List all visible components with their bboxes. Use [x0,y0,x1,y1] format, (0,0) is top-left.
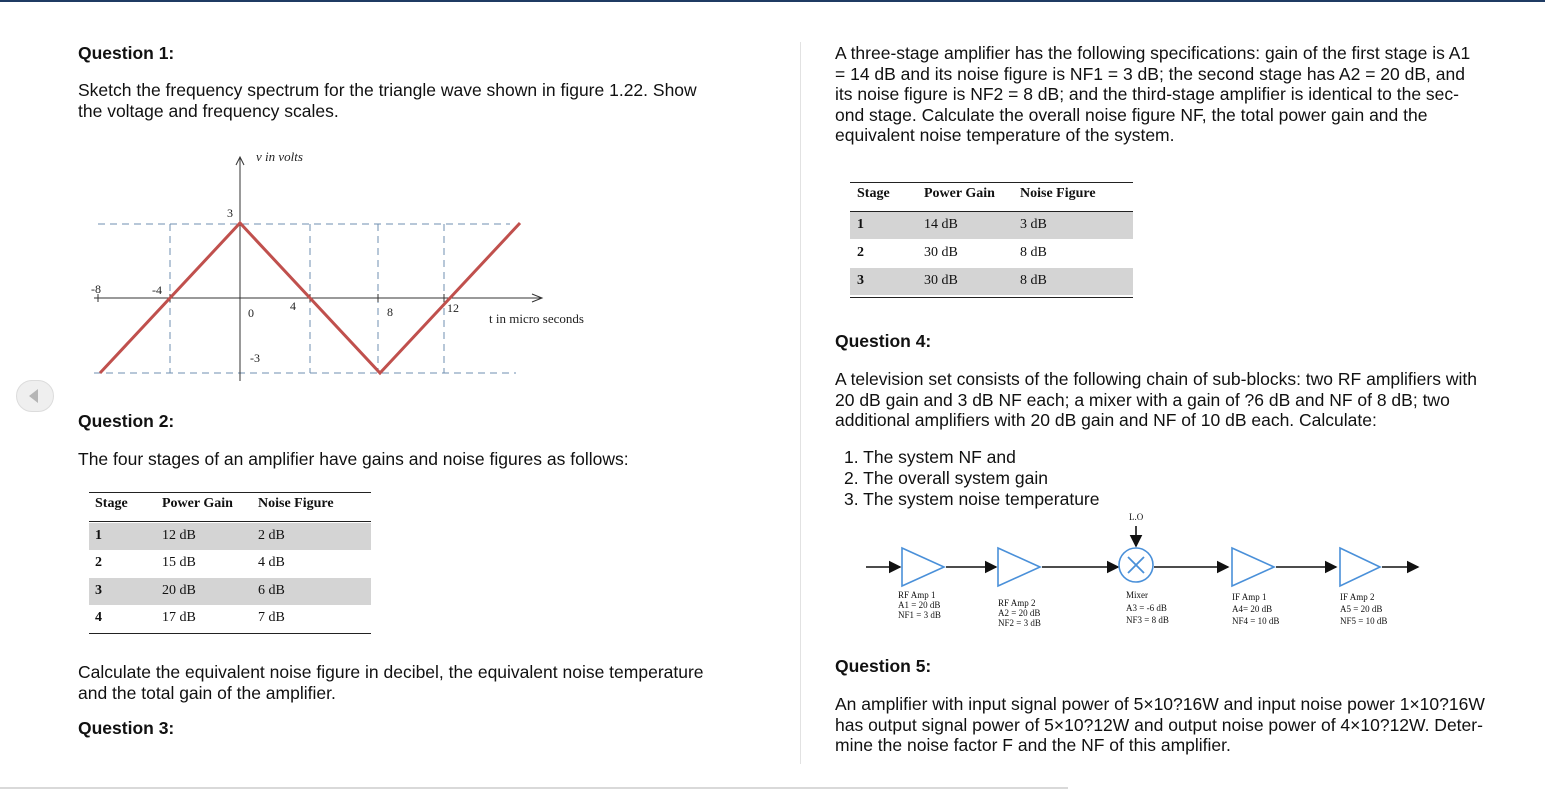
receiver-block-diagram [860,508,1430,633]
block-spec: NF2 = 3 dB [998,618,1041,628]
table-header: Power Gain [924,186,995,201]
block-spec: NF1 = 3 dB [898,610,941,620]
question-5-heading: Question 5: [835,656,932,676]
x-tick-label: 8 [387,305,393,319]
block-spec: A5 = 20 dB [1340,604,1383,614]
question-3-table [850,182,1133,298]
table-row: 1 14 dB 3 dB [850,212,1133,239]
table-row: 3 20 dB 6 dB [89,578,371,605]
question-5-text: An amplifier with input signal power of 5×10?16W and input noise power 1×10?16W has output signal power of 5×10?12W and output noise power of 4×10?12W. Deter- mine the noise factor F and the NF of this amplifier. [835,694,1485,755]
rf-amp-2-triangle [998,548,1040,586]
table-row: 2 30 dB 8 dB [857,245,1047,260]
question-1-text: Sketch the frequency spectrum for the triangle wave shown in figure 1.22. Show the voltage and frequency scales. [78,80,697,121]
table-header: Noise Figure [1020,186,1096,201]
x-tick-label: 0 [248,306,254,320]
previous-page-button[interactable] [16,380,54,412]
question-2-table [89,492,371,634]
list-item: 1. The system NF and [844,447,1016,467]
question-3-heading: Question 3: [78,718,175,738]
table-row: 3 30 dB 8 dB [850,268,1133,295]
triangle-wave-graph [80,145,640,390]
block-spec: NF3 = 8 dB [1126,615,1169,625]
block-spec: A1 = 20 dB [898,600,941,610]
y-tick-label: 3 [227,206,233,220]
x-axis-label: t in micro seconds [489,311,584,326]
block-spec: A3 = -6 dB [1126,603,1167,613]
block-spec: NF4 = 10 dB [1232,616,1280,626]
table-header: Stage [95,496,128,511]
block-name: RF Amp 1 [898,590,936,600]
block-spec: NF5 = 10 dB [1340,616,1388,626]
table-row: 1 12 dB 2 dB [89,523,371,550]
block-name: IF Amp 1 [1232,592,1267,602]
y-tick-label: -3 [250,351,260,365]
rf-amp-1-triangle [902,548,944,586]
question-4-heading: Question 4: [835,331,932,351]
top-border [0,0,1545,2]
list-item: 3. The system noise temperature [844,489,1100,509]
question-3-text: A three-stage amplifier has the following specifications: gain of the first stage is A1 = 14 dB and its noise figure is NF1 = 3 dB; the second stage has A2 = 20 dB, and its noise figure is NF2 = 8 dB; and the third-stage amplifier is identical to the sec- ond stage. Calculate the overall noise figure NF, the total power gain and the equivalent noise temperature of the system. [835,43,1471,145]
table-header: Noise Figure [258,496,334,511]
if-amp-1-triangle [1232,548,1274,586]
question-2-intro: The four stages of an amplifier have gains and noise figures as follows: [78,449,629,469]
question-4-list [844,447,1100,510]
block-spec: A4= 20 dB [1232,604,1273,614]
question-1-heading: Question 1: [78,43,175,63]
graph-axes [94,157,542,381]
table-row: 4 17 dB 7 dB [95,610,285,625]
if-amp-2-triangle [1340,548,1380,586]
x-tick-label: -4 [152,283,162,297]
block-name: IF Amp 2 [1340,592,1375,602]
list-item: 2. The overall system gain [844,468,1048,488]
question-2-heading: Question 2: [78,411,175,431]
block-spec: A2 = 20 dB [998,608,1041,618]
block-name: RF Amp 2 [998,598,1036,608]
y-axis-label: v in volts [256,149,303,164]
x-tick-label: 12 [447,301,459,315]
column-divider [800,42,801,764]
question-4-text: A television set consists of the following chain of sub-blocks: two RF amplifiers with 20 dB gain and 3 dB NF each; a mixer with a gain of ?6 dB and NF of 8 dB; two additional amplifiers with 20 dB gain and NF of 10 dB each. Calculate: [835,369,1477,430]
table-header: Stage [857,186,890,201]
table-row: 2 15 dB 4 dB [95,555,285,570]
x-tick-label: 4 [290,299,296,313]
table-header: Power Gain [162,496,233,511]
x-tick-label: -8 [91,282,101,296]
question-2-ask: Calculate the equivalent noise figure in decibel, the equivalent noise temperature and the total gain of the amplifier. [78,662,704,703]
block-name: Mixer [1126,590,1148,600]
lo-label: L.O [1129,512,1144,522]
bottom-border [0,787,1068,789]
